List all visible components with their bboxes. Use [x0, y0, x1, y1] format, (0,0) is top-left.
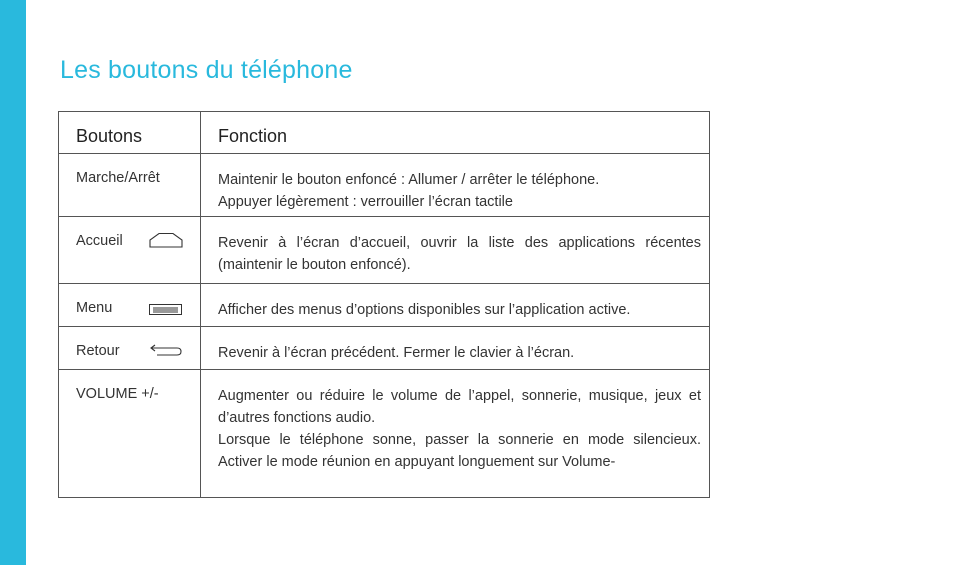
table-row — [59, 370, 710, 498]
function-text: Revenir à l’écran précédent. Fermer le clavier à l’écran. — [218, 345, 575, 361]
button-name: VOLUME +/- — [76, 386, 159, 402]
button-name: Retour — [76, 343, 120, 359]
header-buttons: Boutons — [76, 126, 143, 146]
buttons-table — [58, 111, 710, 498]
table-row — [59, 154, 710, 217]
button-name: Accueil — [76, 233, 123, 249]
function-text: Augmenter ou réduire le volume de l’appel, sonnerie, musique, jeux et d’autres fonctions audio. — [218, 388, 701, 426]
menu-icon — [149, 304, 183, 320]
function-text: Maintenir le bouton enfoncé : Allumer / arrêter le téléphone. — [218, 172, 600, 188]
button-name: Marche/Arrêt — [76, 170, 160, 186]
function-text: Revenir à l’écran d’accueil, ouvrir la liste des applications récentes (maintenir le bouton enfoncé). — [218, 235, 701, 273]
button-name: Menu — [76, 300, 113, 316]
function-text: Lorsque le téléphone sonne, passer la sonnerie en mode silencieux. Activer le mode réunion en appuyant longuement sur Volume- — [218, 432, 701, 470]
page-title: Les boutons du téléphone — [60, 56, 353, 84]
back-icon — [149, 343, 183, 361]
table-row — [59, 327, 710, 370]
home-icon — [149, 232, 183, 252]
function-text: Afficher des menus d’options disponibles sur l’application active. — [218, 302, 631, 318]
function-text: Appuyer légèrement : verrouiller l’écran tactile — [218, 194, 513, 210]
side-accent-bar — [0, 0, 26, 565]
table-row — [59, 284, 710, 327]
header-function: Fonction — [218, 126, 288, 146]
table-header-row — [59, 112, 710, 154]
table-row — [59, 217, 710, 284]
